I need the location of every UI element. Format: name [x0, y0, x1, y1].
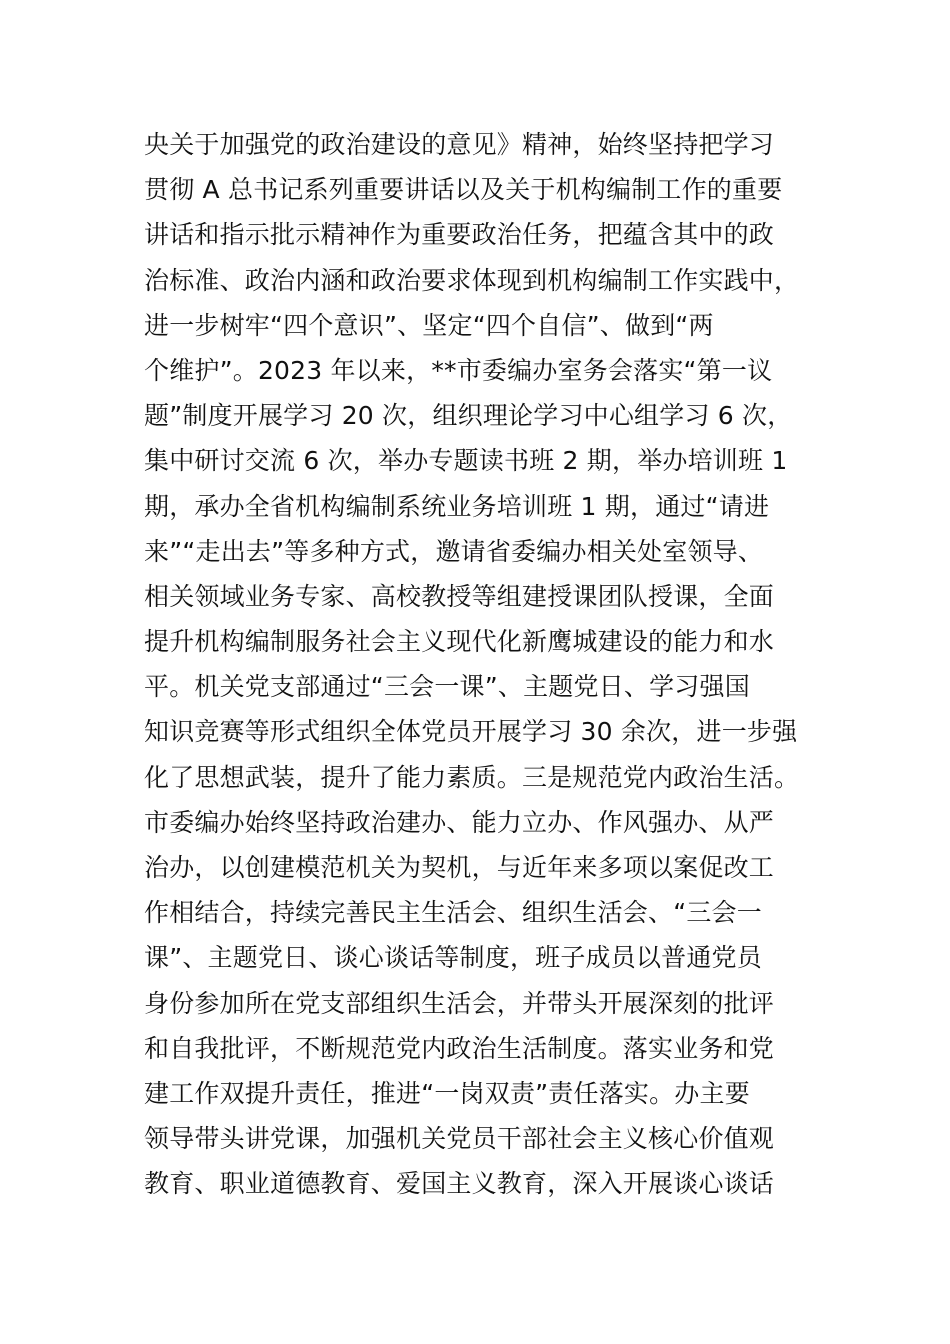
text-line: 领导带头讲党课，加强机关党员干部社会主义核心价值观 — [144, 1124, 775, 1154]
text-line: 化了思想武装，提升了能力素质。三是规范党内政治生活。 — [144, 762, 800, 792]
text-line: 作相结合，持续完善民主生活会、组织生活会、“三会一 — [144, 898, 762, 928]
text-line: 课”、主题党日、谈心谈话等制度，班子成员以普通党员 — [144, 943, 762, 973]
text-line: 讲话和指示批示精神作为重要政治任务，把蕴含其中的政 — [144, 220, 775, 250]
text-line: 相关领域业务专家、高校教授等组建授课团队授课，全面 — [144, 581, 775, 611]
text-line: 个维护”。2023 年以来，**市委编办室务会落实“第一议 — [144, 355, 773, 385]
body-text — [144, 122, 824, 1207]
text-line: 市委编办始终坚持政治建办、能力立办、作风强办、从严 — [144, 807, 775, 837]
text-line: 进一步树牢“四个意识”、坚定“四个自信”、做到“两 — [144, 310, 714, 340]
text-line: 题”制度开展学习 20 次，组织理论学习中心组学习 6 次， — [144, 401, 793, 431]
text-line: 和自我批评，不断规范党内政治生活制度。落实业务和党 — [144, 1033, 775, 1063]
text-line: 平。机关党支部通过“三会一课”、主题党日、学习强国 — [144, 672, 750, 702]
text-line: 期，承办全省机构编制系统业务培训班 1 期，通过“请进 — [144, 491, 770, 521]
text-line: 集中研讨交流 6 次，举办专题读书班 2 期，举办培训班 1 — [144, 446, 788, 476]
text-line: 提升机构编制服务社会主义现代化新鹰城建设的能力和水 — [144, 627, 775, 657]
text-line: 知识竞赛等形式组织全体党员开展学习 30 余次，进一步强 — [144, 717, 798, 747]
text-line: 建工作双提升责任，推进“一岗双责”责任落实。办主要 — [144, 1078, 750, 1108]
text-line: 身份参加所在党支部组织生活会，并带头开展深刻的批评 — [144, 988, 775, 1018]
text-line: 治标准、政治内涵和政治要求体现到机构编制工作实践中， — [144, 265, 800, 295]
text-line: 治办，以创建模范机关为契机，与近年来多项以案促改工 — [144, 853, 775, 882]
text-line: 教育、职业道德教育、爱国主义教育，深入开展谈心谈话 — [144, 1169, 775, 1199]
text-line: 央关于加强党的政治建设的意见》精神，始终坚持把学习 — [144, 130, 775, 159]
text-line: 贯彻 A 总书记系列重要讲话以及关于机构编制工作的重要 — [144, 175, 783, 205]
text-line: 来”“走出去”等多种方式，邀请省委编办相关处室领导、 — [144, 536, 764, 566]
